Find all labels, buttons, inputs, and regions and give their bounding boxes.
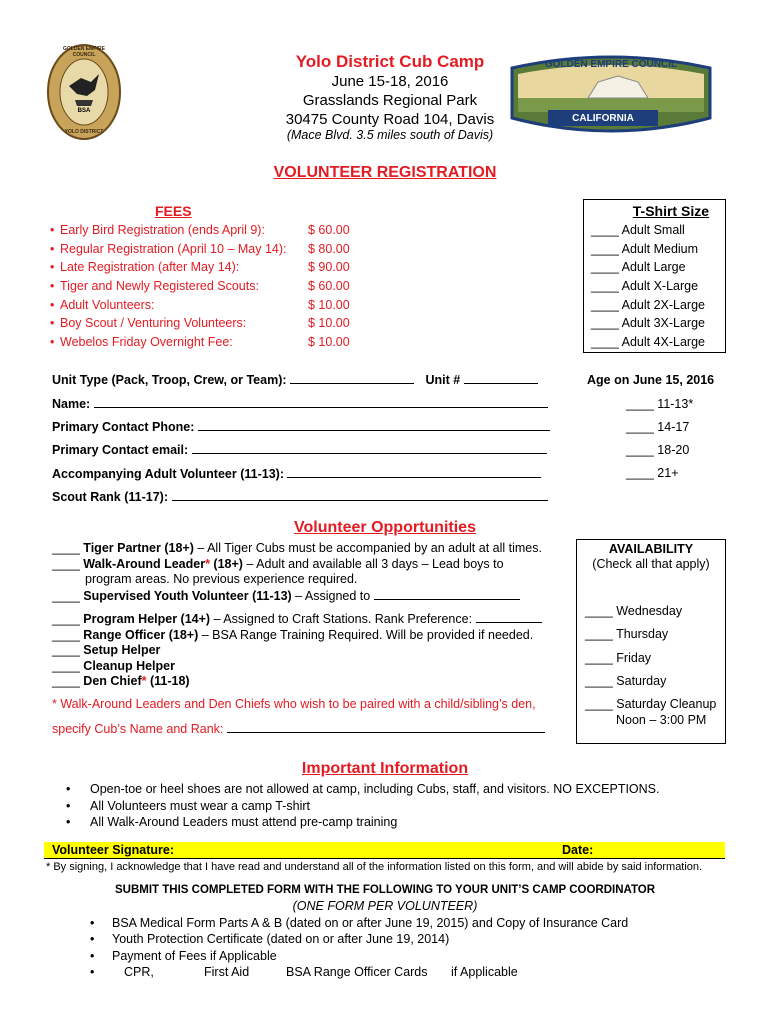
council-patch-left bbox=[47, 44, 121, 140]
cub-name-field[interactable] bbox=[52, 721, 545, 736]
age-option[interactable]: ____ 21+ bbox=[626, 466, 679, 480]
unit-type-label: Unit Type (Pack, Troop, Crew, or Team): bbox=[52, 373, 287, 387]
fee-label: Boy Scout / Venturing Volunteers: bbox=[60, 316, 247, 331]
unit-number-input[interactable] bbox=[464, 372, 538, 384]
submit-list bbox=[90, 915, 628, 980]
important-heading: Important Information bbox=[301, 760, 469, 777]
availability-option[interactable]: ____ Saturday bbox=[585, 674, 667, 688]
tshirt-option[interactable]: ____ Adult 2X-Large bbox=[591, 297, 705, 312]
fee-amount: $ 90.00 bbox=[308, 260, 350, 275]
fee-label: Regular Registration (April 10 – May 14): bbox=[60, 241, 287, 256]
signature-bar[interactable] bbox=[44, 842, 725, 859]
opportunity-youth[interactable]: ____ Supervised Youth Volunteer (11-13) – Assigned to bbox=[52, 588, 562, 605]
availability-heading: AVAILABILITY bbox=[608, 542, 694, 556]
availability-option[interactable]: ____ Friday bbox=[585, 651, 652, 665]
email-label: Primary Contact email: bbox=[52, 443, 189, 457]
submit-item: • Payment of Fees if Applicable bbox=[90, 948, 277, 963]
availability-subheading: (Check all that apply) bbox=[592, 557, 710, 571]
tshirt-size-label: Adult X-Large bbox=[621, 279, 699, 294]
rank-preference-input[interactable] bbox=[476, 611, 542, 623]
phone-input[interactable] bbox=[198, 419, 550, 431]
opportunity-setup[interactable]: ____ Setup Helper bbox=[52, 643, 161, 657]
registration-title: VOLUNTEER REGISTRATION bbox=[273, 164, 497, 181]
unit-type-input[interactable] bbox=[290, 372, 414, 384]
left-patch-bottom-text: YOLO DISTRICT bbox=[64, 129, 104, 135]
submit-item: • CPR, First Aid BSA Range Officer Cards if Applicable bbox=[90, 964, 518, 979]
camp-venue: Grasslands Regional Park bbox=[302, 92, 478, 109]
tshirt-option[interactable]: ____ Adult 4X-Large bbox=[591, 335, 705, 350]
age-heading: Age on June 15, 2016 bbox=[587, 373, 715, 387]
rank-input[interactable] bbox=[172, 489, 548, 501]
fee-label: Tiger and Newly Registered Scouts: bbox=[60, 279, 259, 294]
fee-label: Early Bird Registration (ends April 9): bbox=[60, 223, 265, 237]
name-label: Name: bbox=[52, 397, 91, 411]
tshirt-box bbox=[583, 199, 726, 353]
camp-title: Yolo District Cub Camp bbox=[295, 52, 485, 71]
fee-label: Adult Volunteers: bbox=[60, 297, 155, 312]
fee-item: • Tiger and Newly Registered Scouts: $ 60.00 bbox=[50, 277, 350, 296]
tshirt-option[interactable]: ____ Adult 3X-Large bbox=[591, 316, 705, 331]
left-patch-center-text: BSA bbox=[77, 108, 91, 114]
cleanup-time: Noon – 3:00 PM bbox=[616, 713, 707, 727]
fee-item: • Early Bird Registration (ends April 9): $ 60.00 bbox=[50, 221, 350, 240]
submit-heading: SUBMIT THIS COMPLETED FORM WITH THE FOLLOWING TO YOUR UNIT’S CAMP COORDINATOR bbox=[114, 884, 656, 896]
fee-amount: $ 80.00 bbox=[308, 241, 350, 256]
fee-amount: $ 60.00 bbox=[308, 223, 350, 237]
tshirt-size-label: Adult Medium bbox=[621, 241, 699, 256]
submit-item: • Youth Protection Certificate (dated on or after June 19, 2014) bbox=[90, 932, 450, 947]
fee-amount: $ 10.00 bbox=[308, 297, 350, 312]
camp-dates: June 15-18, 2016 bbox=[331, 73, 449, 90]
availability-box bbox=[576, 539, 726, 744]
name-field[interactable] bbox=[52, 396, 548, 411]
fee-label: Webelos Friday Overnight Fee: bbox=[60, 335, 233, 350]
opportunity-walk-around-cont: program areas. No previous experience required. bbox=[85, 572, 358, 586]
opportunity-tiger[interactable]: ____ Tiger Partner (18+) – All Tiger Cubs must be accompanied by an adult at all times. bbox=[52, 541, 542, 555]
availability-option[interactable]: ____ Thursday bbox=[585, 627, 669, 641]
fee-item: • Late Registration (after May 14): $ 90.00 bbox=[50, 258, 350, 277]
day-label: Thursday bbox=[616, 627, 669, 641]
opportunity-den-chief[interactable]: ____ Den Chief* (11-18) bbox=[52, 674, 190, 688]
den-pairing-note: * Walk-Around Leaders and Den Chiefs who wish to be paired with a child/sibling’s den, bbox=[52, 697, 536, 711]
opportunities-list bbox=[52, 541, 562, 690]
age-label: 11-13* bbox=[657, 397, 694, 411]
signature-note: * By signing, I acknowledge that I have read and understand all of the information listed on this form, and will abide by said information. bbox=[46, 861, 703, 873]
accompanying-field[interactable] bbox=[52, 466, 541, 481]
fee-item: •Webelos Friday Overnight Fee: $ 10.00 bbox=[50, 333, 350, 352]
age-label: 14-17 bbox=[657, 420, 690, 434]
opportunity-range-officer[interactable]: ____ Range Officer (18+) – BSA Range Training Required. Will be provided if needed. bbox=[52, 627, 534, 642]
cub-name-input[interactable] bbox=[227, 721, 545, 733]
fee-label: Late Registration (after May 14): bbox=[60, 260, 240, 275]
fee-item: • Boy Scout / Venturing Volunteers: $ 10.00 bbox=[50, 314, 350, 333]
tshirt-option[interactable]: ____ Adult X-Large bbox=[591, 279, 699, 294]
tshirt-size-label: Adult 4X-Large bbox=[621, 335, 705, 350]
fee-item: • Regular Registration (April 10 – May 14): $ 80.00 bbox=[50, 240, 350, 259]
opportunity-cleanup[interactable]: ____ Cleanup Helper bbox=[52, 658, 175, 673]
important-item: • Open-toe or heel shoes are not allowed at camp, including Cubs, staff, and visitors. NO EXCEPTIONS. bbox=[66, 782, 660, 796]
tshirt-option[interactable]: ____ Adult Small bbox=[591, 223, 685, 237]
phone-label: Primary Contact Phone: bbox=[52, 420, 195, 434]
fee-item: • Adult Volunteers: $ 10.00 bbox=[50, 296, 350, 315]
name-input[interactable] bbox=[94, 396, 548, 408]
important-item: • All Volunteers must wear a camp T-shirt bbox=[66, 798, 310, 813]
fees-list bbox=[50, 221, 350, 352]
day-label: Friday bbox=[616, 651, 652, 665]
fee-amount: $ 10.00 bbox=[308, 316, 350, 331]
rank-label: Scout Rank (11-17): bbox=[52, 490, 169, 504]
opportunity-walk-around[interactable]: ____ Walk-Around Leader* (18+) – Adult and available all 3 days – Lead boys to bbox=[52, 556, 504, 571]
accompanying-input[interactable] bbox=[287, 466, 541, 478]
tshirt-option[interactable]: ____ Adult Medium bbox=[591, 241, 699, 256]
age-option[interactable]: ____ 14-17 bbox=[626, 420, 690, 434]
age-label: 18-20 bbox=[657, 443, 690, 457]
right-patch-bottom-text: CALIFORNIA bbox=[572, 113, 634, 124]
tshirt-size-label: Adult Large bbox=[621, 260, 686, 275]
right-patch-top-text: GOLDEN EMPIRE COUNCIL bbox=[544, 59, 678, 70]
submit-item: • BSA Medical Form Parts A & B (dated on or after June 19, 2015) and Copy of Insurance Card bbox=[90, 916, 629, 930]
youth-assignment-input[interactable] bbox=[374, 588, 520, 600]
day-label: Saturday bbox=[616, 674, 667, 688]
day-label: Wednesday bbox=[616, 604, 683, 618]
email-field[interactable] bbox=[52, 442, 547, 457]
important-list bbox=[66, 781, 660, 831]
cub-name-label: specify Cub’s Name and Rank: bbox=[52, 722, 224, 736]
tshirt-option[interactable]: ____ Adult Large bbox=[591, 260, 686, 275]
fees-heading: FEES bbox=[155, 203, 192, 219]
age-option[interactable]: ____ 11-13* bbox=[626, 397, 694, 411]
unit-type-field[interactable] bbox=[52, 372, 538, 387]
availability-option[interactable]: ____ Wednesday bbox=[585, 604, 683, 618]
tshirt-size-label: Adult Small bbox=[621, 223, 685, 237]
signature-label: Volunteer Signature: bbox=[52, 843, 175, 857]
tshirt-size-label: Adult 3X-Large bbox=[621, 316, 705, 331]
availability-option[interactable]: ____ Saturday Cleanup bbox=[585, 697, 717, 711]
day-label: Saturday Cleanup bbox=[616, 697, 717, 711]
left-patch-top-text: GOLDEN EMPIRE COUNCIL bbox=[63, 46, 105, 58]
submit-subheading: (ONE FORM PER VOLUNTEER) bbox=[292, 899, 478, 913]
phone-field[interactable] bbox=[52, 419, 550, 434]
camp-directions: (Mace Blvd. 3.5 miles south of Davis) bbox=[286, 128, 494, 142]
age-label: 21+ bbox=[657, 466, 679, 480]
age-option[interactable]: ____ 18-20 bbox=[626, 443, 690, 457]
fee-amount: $ 10.00 bbox=[308, 335, 350, 350]
unit-number-label: Unit # bbox=[425, 373, 461, 387]
opportunities-heading: Volunteer Opportunities bbox=[294, 519, 476, 536]
camp-address: 30475 County Road 104, Davis bbox=[285, 111, 495, 128]
important-item: • All Walk-Around Leaders must attend pre-camp training bbox=[66, 815, 398, 829]
fee-amount: $ 60.00 bbox=[308, 279, 350, 294]
rank-field[interactable] bbox=[52, 489, 548, 504]
date-label: Date: bbox=[562, 843, 594, 857]
opportunity-program-helper[interactable]: ____ Program Helper (14+) – Assigned to Craft Stations. Rank Preference: bbox=[52, 611, 562, 628]
tshirt-heading: T-Shirt Size bbox=[632, 203, 709, 219]
email-input[interactable] bbox=[192, 442, 547, 454]
tshirt-size-label: Adult 2X-Large bbox=[621, 297, 705, 312]
accompanying-label: Accompanying Adult Volunteer (11-13): bbox=[52, 467, 284, 481]
